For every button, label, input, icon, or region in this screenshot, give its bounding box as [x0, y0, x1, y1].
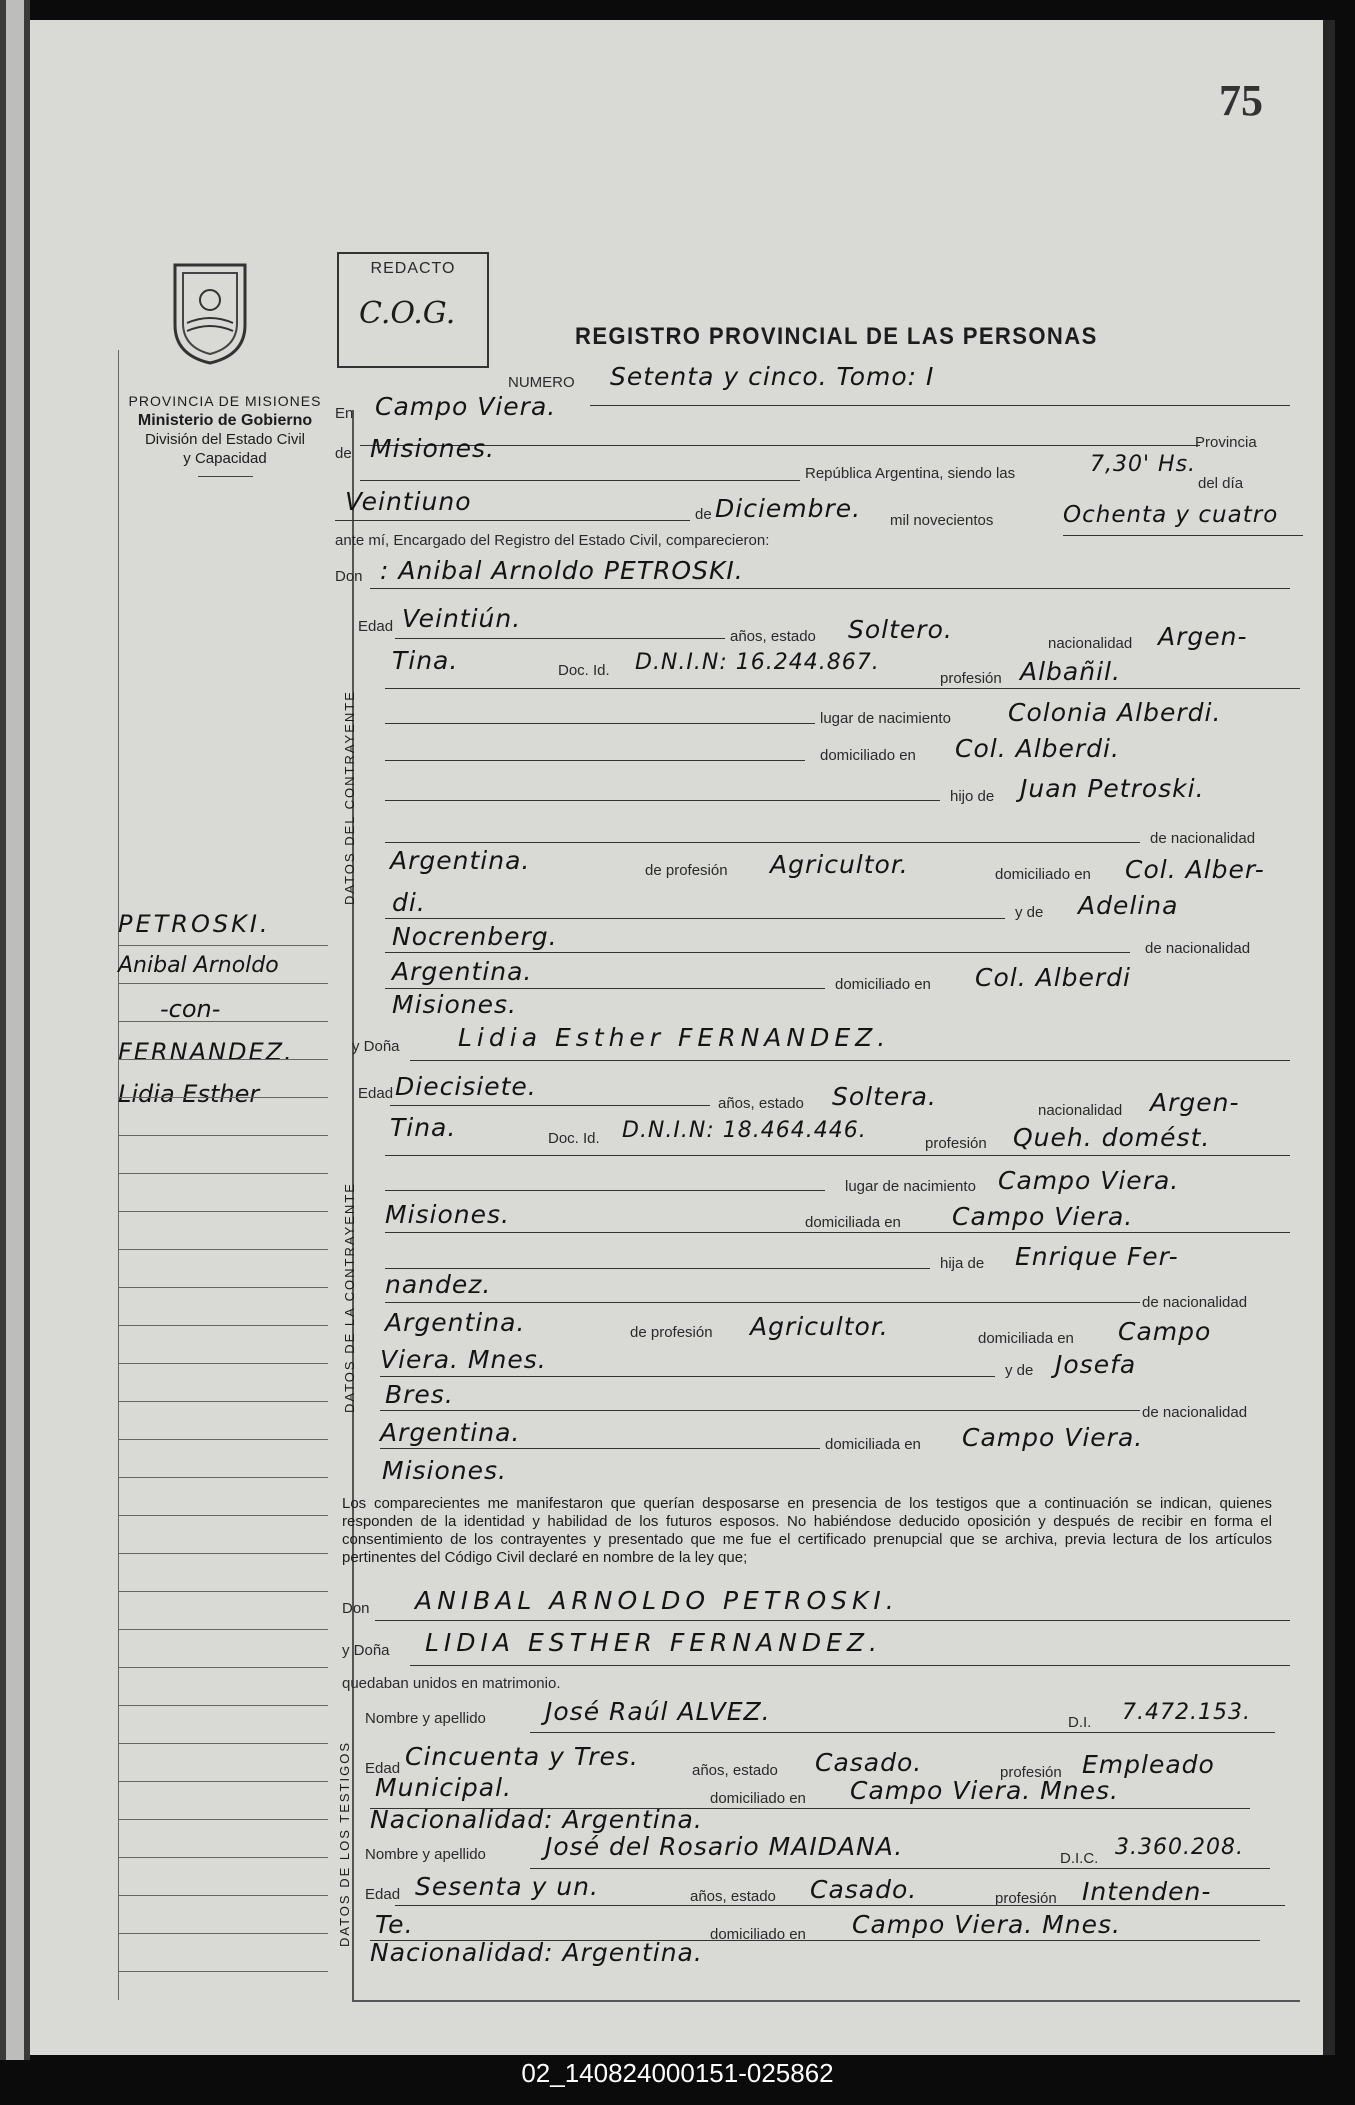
c-madre-value1: Adelina [1078, 891, 1179, 920]
c-edad-value: Veintiún. [402, 604, 522, 633]
margin-rule [118, 1591, 328, 1592]
margin-rule [118, 1743, 328, 1744]
f-padre-value2: nandez. [385, 1270, 492, 1299]
f-dom-line [385, 1232, 1290, 1233]
en-value: Campo Viera. [375, 392, 557, 421]
c-padre-prof-value: Agricultor. [770, 850, 909, 879]
margin-rule [118, 1819, 328, 1820]
margin-con: -con- [160, 995, 221, 1023]
f-nac-value2: Tina. [390, 1113, 457, 1142]
f-madre-value1: Josefa [1055, 1350, 1137, 1379]
c-edad-line [395, 638, 725, 639]
mes-value: Diciembre. [715, 494, 862, 523]
margin-given-2: Lidia Esther [118, 1080, 260, 1108]
numero-line [590, 405, 1290, 406]
de-value: Misiones. [370, 434, 495, 463]
margin-rule [118, 983, 328, 984]
margin-rule [118, 1971, 328, 1972]
f-doc-line [385, 1155, 1290, 1156]
f-doc-value: D.N.I.N: 18.464.446. [622, 1118, 867, 1143]
margin-rule [118, 1211, 328, 1212]
redacto-label: REDACTO [370, 260, 456, 277]
t2-di-value: 3.360.208. [1115, 1835, 1244, 1860]
don-value: : Anibal Arnoldo PETROSKI. [380, 556, 744, 585]
page-title: REGISTRO PROVINCIAL DE LAS PERSONAS [575, 323, 1098, 350]
dona-label: y Doña [352, 1038, 400, 1055]
page-number: 75 [1219, 76, 1263, 125]
provincia-label: Provincia [1195, 434, 1257, 451]
t1-dom-value: Campo Viera. Mnes. [850, 1776, 1119, 1805]
f-estado-value: Soltera. [832, 1082, 937, 1111]
margin-rule [118, 1515, 328, 1516]
t2-profesion-value1: Intenden- [1082, 1877, 1212, 1906]
f-edad-line [390, 1105, 710, 1106]
margin-rule [118, 1021, 328, 1022]
margin-given-1: Anibal Arnoldo [118, 953, 279, 978]
t1-profesion-value2: Municipal. [375, 1773, 512, 1802]
c-profesion-label: profesión [940, 670, 1002, 687]
f-padre-prof-label: de profesión [630, 1324, 713, 1341]
ante-label: ante mí, Encargado del Registro del Estado Civil, comparecieron: [335, 532, 770, 549]
t1-anios-label: años, estado [692, 1762, 778, 1779]
c-madre-dom-value1: Col. Alberdi [975, 963, 1131, 992]
c-padre-dom-value1: Col. Alber- [1125, 855, 1265, 884]
testigos-section-label: DATOS DE LOS TESTIGOS [337, 1741, 352, 1947]
t1-profesion-value1: Empleado [1082, 1750, 1215, 1779]
decl-don-label: Don [342, 1600, 370, 1617]
f-lugar-value2: Misiones. [385, 1200, 510, 1229]
f-padre-prof-value: Agricultor. [750, 1312, 889, 1341]
t2-dom-value: Campo Viera. Mnes. [852, 1910, 1121, 1939]
c-padre-dom-label: domiciliado en [995, 866, 1091, 883]
c-padre-nac-line [385, 842, 1140, 843]
margin-rule [118, 1401, 328, 1402]
f-edad-label: Edad [358, 1085, 394, 1102]
f-madre-dom-line [380, 1448, 820, 1449]
t1-profesion-label: profesión [1000, 1764, 1062, 1781]
book-spine [0, 0, 30, 2060]
margin-rule [118, 1173, 328, 1174]
margin-rule [118, 1477, 328, 1478]
t1-nombre-line [530, 1732, 1275, 1733]
t1-estado-value: Casado. [815, 1748, 923, 1777]
republica-label: República Argentina, siendo las [805, 465, 1016, 482]
c-dom-line [385, 760, 805, 761]
t1-edad-value: Cincuenta y Tres. [405, 1742, 639, 1771]
c-edad-label: Edad [358, 618, 394, 635]
margin-column-rule [118, 350, 119, 2000]
anio-value: Ochenta y cuatro [1063, 502, 1279, 528]
c-padre-nac-value: Argentina. [390, 846, 531, 875]
anio-line [1063, 535, 1303, 536]
f-lugar-line [385, 1190, 825, 1191]
c-madre-dom-value2: Misiones. [392, 990, 517, 1019]
f-padre-dom-label: domiciliada en [978, 1330, 1074, 1347]
margin-surname-2: FERNANDEZ. [118, 1038, 294, 1066]
f-anios-label: años, estado [718, 1095, 804, 1112]
c-lugar-line [385, 723, 815, 724]
c-lugar-value: Colonia Alberdi. [1008, 698, 1222, 727]
institution-rule [198, 476, 253, 477]
scan-filename: 02_140824000151-025862 [521, 2058, 834, 2088]
f-madre-nac-label: de nacionalidad [1142, 1404, 1248, 1421]
mil-label: mil novecientos [890, 512, 994, 529]
margin-rule [118, 1097, 328, 1098]
don-label: Don [335, 568, 363, 585]
t1-dom-label: domiciliado en [710, 1790, 806, 1807]
c-hijo-label: hijo de [950, 788, 995, 805]
f-padre-nac-label: de nacionalidad [1142, 1294, 1248, 1311]
c-madre-dom-label: domiciliado en [835, 976, 931, 993]
redacto-box [337, 252, 489, 368]
t1-nombre-label: Nombre y apellido [365, 1710, 486, 1727]
c-madre-dom-line [385, 988, 825, 989]
c-lugar-label: lugar de nacimiento [820, 710, 951, 727]
c-hijo-line [385, 800, 940, 801]
dona-value: Lidia Esther FERNANDEZ. [458, 1023, 891, 1052]
de-mes-label: de [695, 506, 712, 523]
margin-rule [118, 1857, 328, 1858]
c-profesion-value: Albañil. [1020, 657, 1121, 686]
margin-rule [118, 1933, 328, 1934]
t1-edad-label: Edad [365, 1760, 401, 1777]
decl-don-line [375, 1620, 1290, 1621]
f-madre-nac-value: Argentina. [380, 1418, 521, 1447]
margin-rule [118, 1363, 328, 1364]
t2-nombre-value: José del Rosario MAIDANA. [545, 1832, 904, 1861]
t2-edad-value: Sesenta y un. [415, 1872, 599, 1901]
c-padre-value: Juan Petroski. [1020, 774, 1205, 803]
decl-dona-label: y Doña [342, 1642, 390, 1659]
c-estado-value: Soltero. [848, 615, 953, 644]
margin-rule [118, 1553, 328, 1554]
t2-profesion-label: profesión [995, 1890, 1057, 1907]
margin-rule [118, 1705, 328, 1706]
c-nac-label: nacionalidad [1048, 635, 1133, 652]
contrayente-section-label: DATOS DEL CONTRAYENTE [342, 690, 357, 905]
c-padre-prof-label: de profesión [645, 862, 728, 879]
margin-rule [118, 1781, 328, 1782]
c-madre-nac-line [385, 952, 1130, 953]
dia-line [335, 520, 690, 521]
margin-rule [118, 1135, 328, 1136]
f-padre-nac-value: Argentina. [385, 1308, 526, 1337]
f-lugar-value1: Campo Viera. [998, 1166, 1180, 1195]
c-madre-nac-label: de nacionalidad [1145, 940, 1251, 957]
c-madre-value2: Nocrenberg. [392, 922, 558, 951]
dia-value: Veintiuno [345, 487, 472, 516]
f-hija-line [385, 1268, 930, 1269]
t2-nac-value: Nacionalidad: Argentina. [370, 1938, 703, 1967]
institution-line4: y Capacidad [183, 450, 267, 467]
institution-line1: PROVINCIA DE MISIONES [128, 393, 322, 409]
c-madre-nac-value: Argentina. [392, 957, 533, 986]
f-edad-value: Diecisiete. [395, 1072, 537, 1101]
f-y-de-label: y de [1005, 1362, 1034, 1379]
c-dom-label: domiciliado en [820, 747, 916, 764]
decl-dona-value: LIDIA ESTHER FERNANDEZ. [425, 1628, 882, 1657]
f-nac-label: nacionalidad [1038, 1102, 1123, 1119]
c-y-de-label: y de [1015, 904, 1044, 921]
t1-nombre-value: José Raúl ALVEZ. [545, 1697, 771, 1726]
numero-value: Setenta y cinco. Tomo: I [610, 362, 935, 391]
f-nac-value1: Argen- [1150, 1088, 1240, 1117]
f-madre-dom-value2: Misiones. [382, 1456, 507, 1485]
redacto-initials: C.O.G. [359, 296, 456, 331]
f-padre-dom-value1: Campo [1118, 1317, 1212, 1346]
del-dia-label: del día [1198, 475, 1244, 492]
c-nac-value1: Argen- [1158, 622, 1248, 651]
f-dom-label: domiciliada en [805, 1214, 901, 1231]
f-profesion-label: profesión [925, 1135, 987, 1152]
unidos-label: quedaban unidos en matrimonio. [342, 1675, 561, 1692]
f-padre-value1: Enrique Fer- [1015, 1242, 1179, 1271]
f-madre-dom-value1: Campo Viera. [962, 1423, 1144, 1452]
f-hija-label: hija de [940, 1255, 985, 1272]
f-doc-label: Doc. Id. [548, 1130, 600, 1147]
c-doc-line [385, 688, 1300, 689]
c-dom-value: Col. Alberdi. [955, 734, 1120, 763]
dona-line [410, 1060, 1290, 1061]
t1-di-label: D.I. [1068, 1714, 1092, 1731]
provincial-seal-icon [165, 255, 255, 365]
c-anios-label: años, estado [730, 628, 816, 645]
institution-line3: División del Estado Civil [144, 431, 306, 448]
c-nac-value2: Tina. [392, 646, 459, 675]
register-page [30, 20, 1335, 2055]
t2-nombre-line [530, 1868, 1270, 1869]
t2-edad-line [395, 1905, 1285, 1906]
contrayenta-section-label: DATOS DE LA CONTRAYENTE [342, 1182, 357, 1413]
margin-rule [118, 1439, 328, 1440]
margin-rule [118, 1249, 328, 1250]
margin-rule [118, 1895, 328, 1896]
en-label: En [335, 405, 354, 422]
spine-page-edge [6, 0, 24, 2060]
c-madre-line [385, 918, 1005, 919]
f-padre-nac-line [385, 1302, 1140, 1303]
t2-anios-label: años, estado [690, 1888, 776, 1905]
margin-rule [118, 1059, 328, 1060]
form-frame-bottom [352, 2000, 1300, 2002]
f-lugar-label: lugar de nacimiento [845, 1178, 976, 1195]
t1-nac-value: Nacionalidad: Argentina. [370, 1805, 703, 1834]
f-madre-line [380, 1376, 995, 1377]
declaration-text: Los comparecientes me manifestaron que querían desposarse en presencia de los testigos que a continuación se indican, quienes responden de la identidad y habilidad de los futuros esposos. No habiéndose deducido oposición y después de recibir en forma el consentimiento de los contrayentes y presentado que me fue el certificado prenupcial que se archiva, previa lectura de los artículos pertinentes del Código Civil declaré en nombre de la ley que; [342, 1495, 1272, 1566]
decl-don-value: ANIBAL ARNOLDO PETROSKI. [415, 1586, 899, 1615]
f-madre-value2: Bres. [385, 1380, 454, 1409]
don-line [370, 588, 1290, 589]
f-dom-value: Campo Viera. [952, 1202, 1134, 1231]
c-padre-dom-value2: di. [392, 888, 426, 917]
f-padre-dom-value2: Viera. Mnes. [380, 1345, 547, 1374]
f-madre-dom-label: domiciliada en [825, 1436, 921, 1453]
c-doc-value: D.N.I.N: 16.244.867. [635, 650, 880, 675]
institution-block [100, 392, 350, 477]
t2-estado-value: Casado. [810, 1875, 918, 1904]
de-line [360, 480, 800, 481]
margin-rule [118, 1287, 328, 1288]
t2-profesion-value2: Te. [375, 1910, 414, 1939]
margin-rule [118, 1667, 328, 1668]
margin-surname-1: PETROSKI. [118, 910, 271, 938]
institution-line2: Ministerio de Gobierno [137, 412, 313, 429]
decl-dona-line [410, 1665, 1290, 1666]
numero-label: NUMERO [508, 374, 575, 391]
margin-rule [118, 1629, 328, 1630]
f-profesion-value: Queh. domést. [1013, 1123, 1211, 1152]
margin-rule [118, 1325, 328, 1326]
t2-dom-label: domiciliado en [710, 1926, 806, 1943]
t2-di-label: D.I.C. [1060, 1850, 1099, 1867]
t2-nombre-label: Nombre y apellido [365, 1846, 486, 1863]
c-padre-nac-label: de nacionalidad [1150, 830, 1256, 847]
f-madre-nac-line [380, 1410, 1140, 1411]
margin-rule [118, 945, 328, 946]
hora-value: 7,30' Hs. [1090, 452, 1197, 477]
t1-di-value: 7.472.153. [1122, 1700, 1251, 1725]
de-label: de [335, 445, 352, 462]
c-doc-label: Doc. Id. [558, 662, 610, 679]
t2-edad-label: Edad [365, 1886, 401, 1903]
